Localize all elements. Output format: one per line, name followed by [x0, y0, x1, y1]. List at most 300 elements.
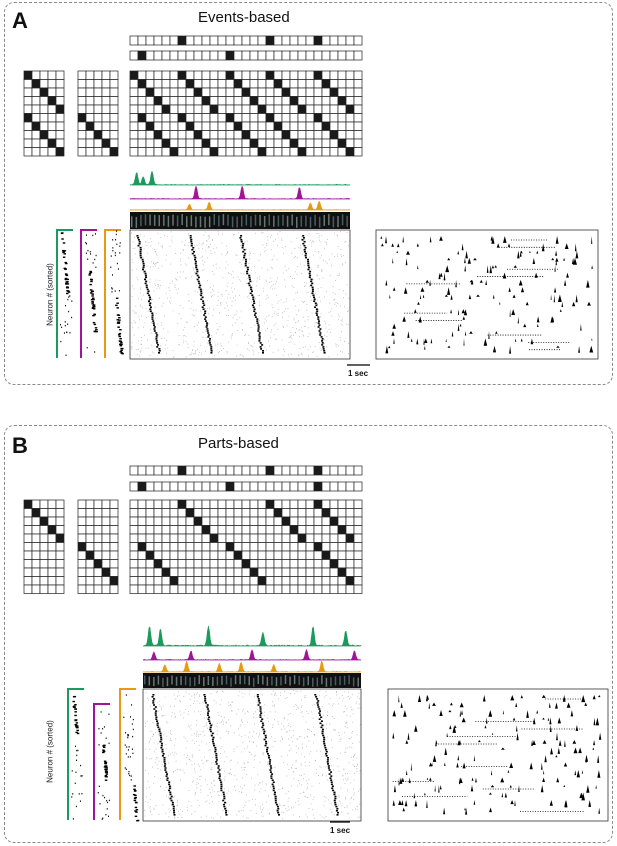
grid-cell	[322, 139, 330, 148]
raster-spike	[293, 335, 294, 336]
raster-spike	[340, 788, 341, 789]
grid-cell	[306, 500, 314, 509]
raster-spike	[350, 738, 351, 739]
raster-spike	[294, 319, 295, 320]
grid-cell	[146, 466, 154, 475]
raster-spike	[255, 325, 256, 326]
raster-spike	[242, 693, 243, 694]
grid-cell	[210, 114, 218, 123]
grid-cell	[314, 88, 322, 97]
filmstrip-frame	[194, 677, 196, 686]
bracket-spike	[119, 338, 122, 339]
raster-spike	[161, 709, 162, 710]
raster-spike	[197, 292, 198, 293]
raster-spike	[332, 812, 333, 813]
raster-spike	[239, 279, 240, 280]
raster-spike	[231, 288, 232, 289]
grid-cell	[24, 577, 32, 586]
bracket-spike	[71, 300, 72, 301]
filmstrip-bg	[143, 673, 361, 688]
raster-spike	[357, 764, 358, 765]
raster-spike	[259, 279, 260, 280]
raster-spike	[253, 717, 254, 718]
raster-spike	[302, 748, 303, 749]
raster-spike	[313, 241, 314, 242]
grid-cell	[94, 534, 102, 543]
raster-spike	[147, 253, 148, 254]
raster-spike	[220, 303, 221, 304]
raster-spike	[234, 288, 235, 289]
raster-spike	[194, 694, 195, 695]
grid-cell	[78, 551, 86, 560]
raster-spike	[292, 338, 293, 339]
grid-cell	[138, 526, 146, 535]
raster-seq-spike	[248, 275, 250, 277]
raster-spike	[258, 784, 259, 785]
grid-cell	[274, 551, 282, 560]
grid-cell	[298, 526, 306, 535]
raster-spike	[161, 338, 162, 339]
raster-spike	[203, 264, 204, 265]
grid-cell	[346, 500, 354, 509]
raster-spike	[299, 804, 300, 805]
raster-spike	[135, 313, 136, 314]
bracket-spike	[110, 267, 111, 268]
raster-seq-spike	[146, 287, 148, 289]
raster-spike	[282, 738, 283, 739]
raster-spike	[162, 247, 163, 248]
raster-spike	[304, 265, 305, 266]
raster-spike	[151, 758, 152, 759]
raster-seq-spike	[239, 237, 241, 239]
raster-seq-spike	[207, 708, 209, 710]
raster-spike	[255, 755, 256, 756]
raster-spike	[304, 697, 305, 698]
panel-b-title: Parts-based	[198, 435, 279, 452]
raster-spike	[342, 695, 343, 696]
filmstrip-frame	[230, 678, 232, 687]
raster-seq-spike	[304, 245, 306, 247]
raster-spike	[197, 782, 198, 783]
grid-cell	[138, 36, 146, 45]
grid-cell	[178, 88, 186, 97]
raster-spike	[288, 801, 289, 802]
raster-spike	[291, 768, 292, 769]
grid-cell	[290, 88, 298, 97]
raster-spike	[199, 766, 200, 767]
raster-spike	[284, 302, 285, 303]
raster-seq-spike	[155, 712, 157, 714]
grid-cell	[306, 482, 314, 491]
raster-spike	[304, 301, 305, 302]
grid-cell	[354, 551, 362, 560]
raster-spike	[296, 752, 297, 753]
filmstrip-frame	[177, 215, 179, 226]
grid-cell	[234, 543, 242, 552]
raster-spike	[195, 353, 196, 354]
b-bracket-factor1	[68, 689, 84, 820]
grid-cell	[162, 568, 170, 577]
raster-spike	[309, 753, 310, 754]
grid-cell	[178, 51, 186, 60]
grid-cell	[170, 139, 178, 148]
grid-cell	[330, 534, 338, 543]
bracket-spike	[66, 290, 69, 291]
grid-cell	[242, 131, 250, 140]
bracket-spike	[103, 751, 106, 752]
raster-seq-spike	[198, 277, 200, 279]
raster-seq-spike	[262, 352, 264, 354]
grid-cell	[306, 534, 314, 543]
grid-cell	[24, 114, 32, 123]
raster-spike	[150, 794, 151, 795]
raster-spike	[230, 725, 231, 726]
raster-seq-spike	[265, 737, 267, 739]
raster-spike	[159, 288, 160, 289]
grid-cell	[48, 577, 56, 586]
grid-cell	[242, 114, 250, 123]
grid-cell	[306, 577, 314, 586]
a-seq-bar-1	[130, 36, 362, 45]
raster-spike	[157, 284, 158, 285]
raster-seq-spike	[255, 316, 257, 318]
grid-cell	[186, 71, 194, 80]
raster-spike	[280, 805, 281, 806]
raster-spike	[334, 304, 335, 305]
raster-spike	[325, 323, 326, 324]
grid-cell	[290, 122, 298, 131]
raster-spike	[209, 803, 210, 804]
raster-spike	[199, 294, 200, 295]
grid-cell	[242, 509, 250, 518]
raster-spike	[150, 810, 151, 811]
raster-seq-spike	[217, 771, 219, 773]
raster-spike	[218, 300, 219, 301]
raster-spike	[206, 760, 207, 761]
raster-seq-spike	[318, 322, 320, 324]
raster-spike	[255, 804, 256, 805]
raster-spike	[232, 325, 233, 326]
raster-spike	[187, 755, 188, 756]
raster-spike	[183, 271, 184, 272]
grid-cell	[346, 148, 354, 157]
grid-cell	[94, 585, 102, 594]
raster-spike	[349, 817, 350, 818]
bracket-spike	[115, 255, 116, 256]
raster-spike	[348, 310, 349, 311]
raster-spike	[293, 807, 294, 808]
grid-cell	[306, 97, 314, 106]
raster-spike	[274, 325, 275, 326]
raster-spike	[314, 323, 315, 324]
grid-cell	[226, 509, 234, 518]
bracket-spike	[131, 704, 132, 705]
raster-spike	[310, 296, 311, 297]
raster-spike	[170, 754, 171, 755]
raster-spike	[211, 783, 212, 784]
raster-spike	[330, 275, 331, 276]
grid-cell	[86, 526, 94, 535]
raster-spike	[326, 242, 327, 243]
grid-cell	[306, 88, 314, 97]
raster-spike	[221, 345, 222, 346]
grid-cell	[24, 71, 32, 80]
raster-seq-spike	[319, 718, 321, 720]
raster-spike	[247, 348, 248, 349]
raster-spike	[222, 746, 223, 747]
raster-spike	[319, 297, 320, 298]
bracket-spike	[128, 771, 129, 772]
bracket-spike	[89, 273, 92, 274]
grid-cell	[170, 568, 178, 577]
raster-seq-spike	[258, 340, 260, 342]
raster-spike	[263, 291, 264, 292]
raster-seq-spike	[210, 352, 212, 354]
grid-cell	[226, 517, 234, 526]
raster-spike	[189, 694, 190, 695]
raster-spike	[276, 281, 277, 282]
raster-spike	[333, 729, 334, 730]
grid-cell	[226, 105, 234, 114]
raster-spike	[238, 728, 239, 729]
raster-spike	[229, 705, 230, 706]
raster-spike	[231, 760, 232, 761]
raster-seq-spike	[208, 710, 210, 712]
raster-spike	[160, 285, 161, 286]
raster-spike	[248, 342, 249, 343]
raster-spike	[284, 718, 285, 719]
raster-seq-spike	[321, 725, 323, 727]
grid-cell	[170, 551, 178, 560]
raster-spike	[151, 345, 152, 346]
b-bracket-factor2	[94, 704, 110, 820]
raster-seq-spike	[218, 765, 220, 767]
raster-spike	[259, 295, 260, 296]
grid-cell	[194, 577, 202, 586]
raster-spike	[254, 343, 255, 344]
raster-seq-spike	[311, 279, 313, 281]
grid-cell	[162, 585, 170, 594]
grid-cell	[24, 97, 32, 106]
raster-spike	[158, 758, 159, 759]
raster-spike	[315, 251, 316, 252]
raster-spike	[334, 256, 335, 257]
raster-spike	[236, 814, 237, 815]
raster-spike	[319, 342, 320, 343]
filmstrip-frame	[246, 214, 248, 225]
bracket-spike	[90, 289, 93, 290]
raster-spike	[135, 306, 136, 307]
raster-spike	[294, 257, 295, 258]
raster-spike	[329, 259, 330, 260]
grid-cell	[40, 80, 48, 89]
raster-spike	[223, 348, 224, 349]
grid-cell	[314, 517, 322, 526]
a-seq-bar-2	[130, 51, 362, 60]
raster-spike	[346, 241, 347, 242]
raster-spike	[305, 285, 306, 286]
raster-spike	[294, 772, 295, 773]
raster-seq-spike	[243, 255, 245, 257]
grid-cell	[24, 543, 32, 552]
grid-cell	[48, 517, 56, 526]
grid-cell	[218, 509, 226, 518]
raster-spike	[302, 330, 303, 331]
raster-spike	[307, 787, 308, 788]
raster-spike	[277, 721, 278, 722]
raster-spike	[183, 342, 184, 343]
raster-spike	[169, 301, 170, 302]
grid-cell	[78, 139, 86, 148]
grid-cell	[110, 534, 118, 543]
raster-spike	[267, 236, 268, 237]
raster-seq-spike	[150, 310, 152, 312]
bracket-spike	[115, 305, 118, 306]
grid-cell	[146, 114, 154, 123]
panel-b-ylabel: Neuron # (sorted)	[45, 720, 55, 783]
raster-spike	[168, 797, 169, 798]
raster-spike	[269, 813, 270, 814]
raster-spike	[141, 348, 142, 349]
grid-cell	[138, 122, 146, 131]
raster-spike	[254, 352, 255, 353]
grid-cell	[290, 139, 298, 148]
raster-spike	[275, 284, 276, 285]
raster-seq-spike	[334, 792, 336, 794]
grid-cell	[354, 526, 362, 535]
raster-spike	[133, 248, 134, 249]
raster-spike	[140, 234, 141, 235]
raster-seq-spike	[260, 348, 262, 350]
grid-cell	[32, 80, 40, 89]
raster-spike	[340, 351, 341, 352]
grid-cell	[32, 88, 40, 97]
bracket-spike	[72, 770, 73, 771]
raster-spike	[209, 750, 210, 751]
raster-spike	[207, 728, 208, 729]
raster-spike	[195, 794, 196, 795]
raster-spike	[213, 248, 214, 249]
grid-cell	[178, 131, 186, 140]
grid-cell	[178, 509, 186, 518]
grid-cell	[24, 560, 32, 569]
grid-cell	[32, 114, 40, 123]
raster-spike	[179, 769, 180, 770]
raster-spike	[191, 729, 192, 730]
raster-spike	[286, 732, 287, 733]
grid-cell	[354, 517, 362, 526]
raster-spike	[308, 292, 309, 293]
bracket-spike	[132, 736, 133, 737]
grid-cell	[40, 105, 48, 114]
raster-seq-spike	[146, 285, 148, 287]
raster-spike	[254, 759, 255, 760]
raster-spike	[288, 320, 289, 321]
raster-seq-spike	[328, 767, 330, 769]
raster-spike	[170, 246, 171, 247]
raster-spike	[287, 697, 288, 698]
raster-spike	[268, 240, 269, 241]
raster-seq-spike	[206, 706, 208, 708]
grid-cell	[258, 509, 266, 518]
raster-spike	[354, 793, 355, 794]
raster-spike	[329, 303, 330, 304]
raster-spike	[344, 306, 345, 307]
raster-spike	[281, 723, 282, 724]
grid-cell	[242, 568, 250, 577]
raster-seq-spike	[305, 253, 307, 255]
grid-cell	[110, 509, 118, 518]
raster-spike	[354, 766, 355, 767]
grid-cell	[274, 114, 282, 123]
raster-spike	[331, 739, 332, 740]
grid-cell	[40, 534, 48, 543]
grid-cell	[274, 139, 282, 148]
raster-spike	[205, 232, 206, 233]
raster-seq-spike	[307, 261, 309, 263]
bracket-spike	[128, 773, 129, 774]
grid-cell	[48, 534, 56, 543]
raster-spike	[237, 255, 238, 256]
raster-spike	[339, 735, 340, 736]
raster-spike	[212, 801, 213, 802]
grid-cell	[242, 71, 250, 80]
grid-cell	[210, 139, 218, 148]
grid-cell	[306, 139, 314, 148]
raster-spike	[133, 310, 134, 311]
raster-spike	[319, 766, 320, 767]
raster-spike	[302, 705, 303, 706]
raster-spike	[358, 817, 359, 818]
b-raster	[143, 689, 361, 821]
raster-spike	[357, 768, 358, 769]
raster-seq-spike	[162, 755, 164, 757]
raster-spike	[319, 252, 320, 253]
grid-cell	[202, 466, 210, 475]
raster-spike	[306, 722, 307, 723]
raster-spike	[339, 732, 340, 733]
raster-seq-spike	[166, 773, 168, 775]
raster-seq-spike	[209, 342, 211, 344]
raster-seq-spike	[155, 338, 157, 340]
raster-spike	[227, 793, 228, 794]
grid-cell	[162, 526, 170, 535]
raster-seq-spike	[220, 784, 222, 786]
grid-cell	[130, 543, 138, 552]
grid-cell	[202, 148, 210, 157]
raster-seq-spike	[310, 281, 312, 283]
grid-cell	[56, 551, 64, 560]
bracket-spike	[116, 244, 117, 245]
grid-cell	[194, 568, 202, 577]
raster-spike	[311, 731, 312, 732]
grid-cell	[338, 80, 346, 89]
raster-spike	[271, 787, 272, 788]
grid-cell	[242, 534, 250, 543]
raster-spike	[262, 267, 263, 268]
raster-spike	[179, 345, 180, 346]
raster-seq-spike	[190, 241, 192, 243]
grid-cell	[234, 114, 242, 123]
grid-cell	[178, 560, 186, 569]
raster-seq-spike	[328, 765, 330, 767]
grid-cell	[40, 517, 48, 526]
grid-cell	[226, 543, 234, 552]
raster-seq-spike	[337, 812, 339, 814]
grid-cell	[346, 131, 354, 140]
raster-spike	[191, 725, 192, 726]
grid-cell	[186, 122, 194, 131]
